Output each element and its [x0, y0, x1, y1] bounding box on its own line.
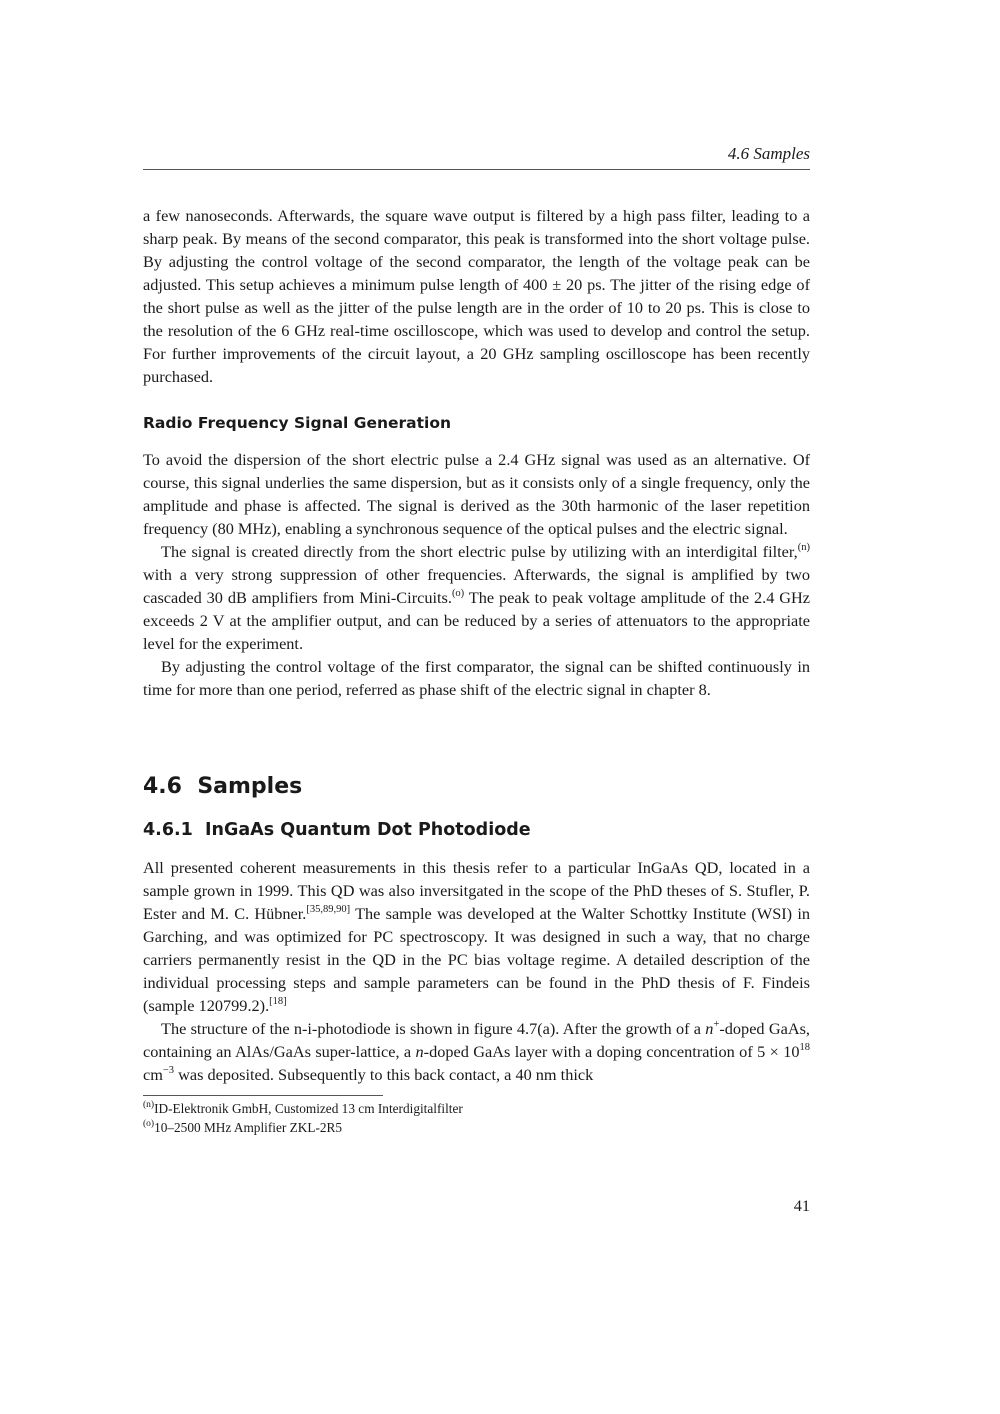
citation-ref[interactable]: [18] — [269, 995, 287, 1007]
paragraph-rf-3: By adjusting the control voltage of the first comparator, the signal can be shifted continuously in time for more than one period, referred as phase shift of the electric signal in chapter 8. — [143, 657, 810, 699]
paragraph-rf-2 — [143, 540, 810, 655]
footnote-divider — [143, 1095, 383, 1096]
math-superscript: + — [713, 1018, 720, 1030]
text-run: The signal is created directly from the short electric pulse by utilizing with an interdigital filter, — [161, 542, 798, 561]
subsection-title: InGaAs Quantum Dot Photodiode — [205, 820, 531, 840]
paragraph-text: a few nanoseconds. Afterwards, the square wave output is filtered by a high pass filter, leading to a sharp peak. By means of the second comparator, this peak is transformed into the short voltage pulse. By adjusting the control voltage of the second comparator, the length of the voltage peak can be adjusted. This setup achieves a minimum pulse length of 400 ± 20 ps. The jitter of the rising edge of the short pulse as well as the jitter of the pulse length are in the order of 10 to 20 ps. This is close to the resolution of the 6 GHz real-time oscilloscope, which was used to develop and control the setup. For further improvements of the circuit layout, a 20 GHz sampling oscilloscope has been recently purchased. — [143, 206, 810, 386]
text-run: The sample was developed at the Walter Schottky Institute (WSI) in Garching, and was optimized for PC spectroscopy. It was designed in such a way, that no charge carriers permanently resist in the QD in the PC bias voltage regime. A detailed description of the individual processing steps and sample parameters can be found in the PhD thesis of F. Findeis (sample 120799.2). — [143, 904, 810, 1015]
footnotes — [143, 1099, 810, 1137]
subsection-heading-rf: Radio Frequency Signal Generation — [143, 414, 452, 432]
footnote — [143, 1118, 810, 1137]
paragraph-qd-1 — [143, 856, 810, 1017]
text-run: -doped GaAs, containing an AlAs/GaAs super-lattice, a — [143, 1019, 810, 1061]
citation-ref[interactable]: [35,89,90] — [306, 903, 351, 915]
math-n: n — [415, 1042, 424, 1061]
paragraph-rf-1: To avoid the dispersion of the short electric pulse a 2.4 GHz signal was used as an alternative. Of course, this signal underlies the same dispersion, but as it consists only of a single frequency, only the amplitude and phase is affected. The signal is derived as the 30th harmonic of the laser repetition frequency (80 MHz), enabling a synchronous sequence of the optical pulses and the electric signal. — [143, 450, 810, 538]
footnote-mark: (o) — [143, 1118, 155, 1129]
text-run: -doped GaAs layer with a doping concentration of 5 × 10 — [423, 1042, 800, 1061]
subsection-heading — [143, 820, 531, 840]
footnote — [143, 1099, 810, 1118]
section-title: Samples — [197, 774, 303, 799]
footnote-mark: (n) — [143, 1099, 155, 1110]
page-number: 41 — [793, 1196, 810, 1215]
footnote-ref-n[interactable]: (n) — [797, 541, 810, 553]
text-run: with a very strong suppression of other frequencies. Afterwards, the signal is amplified by two cascaded 30 dB amplifiers from Mini-Circuits. — [143, 565, 810, 607]
running-title: 4.6 Samples — [727, 144, 810, 163]
paragraph-pulse — [143, 204, 810, 388]
rf-text-block — [143, 448, 810, 701]
text-run: was deposited. Subsequently to this back contact, a 40 nm thick — [174, 1065, 594, 1084]
text-run: The peak to peak voltage amplitude of the 2.4 GHz exceeds 2 V at the amplifier output, and can be reduced by a series of attenuators to the appropriate level for the experiment. — [143, 588, 810, 653]
footnote-text: ID-Elektronik GmbH, Customized 13 cm Interdigitalfilter — [154, 1101, 463, 1116]
footnote-ref-o[interactable]: (o) — [451, 587, 465, 599]
math-exponent: −3 — [162, 1064, 175, 1076]
section-number: 4.6 — [143, 774, 182, 799]
paragraph-qd-2 — [143, 1017, 810, 1086]
text-run: cm — [143, 1065, 163, 1084]
running-header — [143, 143, 810, 170]
math-exponent: 18 — [799, 1041, 810, 1053]
math-n: n — [705, 1019, 714, 1038]
qd-text-block — [143, 856, 810, 1086]
text-run: The structure of the n-i-photodiode is shown in figure 4.7(a). After the growth of a — [161, 1019, 706, 1038]
text-run: All presented coherent measurements in this thesis refer to a particular InGaAs QD, located in a sample grown in 1999. This QD was also inversitgated in the scope of the PhD theses of S. Stufler, P. Ester and M. C. Hübner. — [143, 858, 810, 923]
section-heading — [143, 774, 302, 799]
subsection-number: 4.6.1 — [143, 820, 193, 840]
footnote-text: 10–2500 MHz Amplifier ZKL-2R5 — [154, 1120, 343, 1135]
